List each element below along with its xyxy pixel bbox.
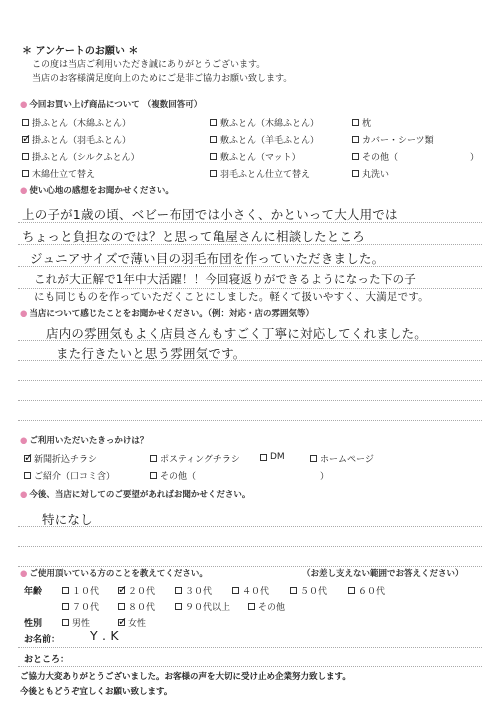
q4-option[interactable]: DM [260, 452, 285, 462]
checkbox-icon[interactable] [62, 603, 69, 610]
checkbox-icon[interactable] [352, 119, 359, 126]
bullet-icon: ● [20, 309, 28, 319]
bullet-icon: ● [20, 186, 28, 196]
q1-option[interactable]: 掛ふとん（シルクふとん） [22, 150, 140, 163]
bullet-icon: ● [20, 436, 28, 446]
q4-option-other[interactable]: その他（ [150, 469, 196, 482]
q1-option-other[interactable]: その他（ [352, 150, 398, 163]
checkbox-icon[interactable] [310, 455, 317, 462]
gender-label: 性別 [24, 619, 43, 629]
q5-answer: 特になし [42, 512, 93, 527]
q5-heading: ● 今後、当店に対してのご要望があればお聞かせください。 [20, 490, 251, 500]
q2-heading: ● 使い心地の感想をお聞かせください。 [20, 186, 174, 196]
age-option[interactable]: その他 [248, 600, 285, 613]
survey-title: ＊ アンケートのお願い ＊ [22, 46, 139, 57]
checkbox-icon[interactable] [22, 119, 29, 126]
q1-option[interactable]: 枕 [352, 116, 371, 129]
q1-option[interactable]: 丸洗い [352, 167, 389, 180]
q4-option[interactable]: ご紹介（口コミ含） [24, 469, 115, 482]
checked-checkbox-icon[interactable] [118, 587, 125, 594]
q2-answer-line: これが大正解で1年中大活躍！！今回寝返りができるようになった下の子 [34, 272, 416, 286]
answer-rule [18, 420, 482, 421]
checkbox-icon[interactable] [62, 619, 69, 626]
checkbox-icon[interactable] [150, 472, 157, 479]
bullet-icon: ● [20, 490, 28, 500]
q2-answer-line: にも同じものを作っていただくことにしました。軽くて扱いやすく、大満足です。 [34, 291, 429, 303]
age-option[interactable]: ９０代以上 [175, 600, 230, 613]
q2-answer-line: ジュニアサイズで薄い目の羽毛布団を作っていただきました。 [30, 251, 385, 266]
checkbox-icon[interactable] [352, 170, 359, 177]
q1-option[interactable]: 敷ふとん（マット） [210, 150, 301, 163]
checkbox-icon[interactable] [290, 587, 297, 594]
gender-option[interactable]: 男性 [62, 616, 90, 629]
age-option[interactable]: ５０代 [290, 584, 327, 597]
footer-line-1: ご協力大変ありがとうございました。お客様の声を大切に受け止め企業努力致します。 [20, 672, 351, 682]
checkbox-icon[interactable] [210, 153, 217, 160]
age-option[interactable]: ７０代 [62, 600, 99, 613]
checkbox-icon[interactable] [260, 454, 267, 461]
age-label: 年齢 [24, 587, 43, 597]
q1-option[interactable]: 羽毛ふとん仕立て替え [210, 167, 310, 180]
q1-option[interactable]: カバー・シーツ類 [352, 133, 434, 146]
checkbox-icon[interactable] [348, 587, 355, 594]
q6-note: （お差し支えない範囲でお答えください） [302, 569, 464, 579]
age-option[interactable]: ４０代 [232, 584, 269, 597]
checkbox-icon[interactable] [248, 603, 255, 610]
q2-answer-line: ちょっと負担なのでは？と思って亀屋さんに相談したところ [22, 229, 365, 244]
checkbox-icon[interactable] [210, 136, 217, 143]
q2-answer-line: 上の子が1歳の頃、ベビー布団では小さく、かといって大人用では [22, 207, 398, 222]
answer-rule [18, 666, 482, 667]
checkbox-icon[interactable] [22, 153, 29, 160]
age-option[interactable]: ✓ ２０代 [118, 584, 155, 597]
checkbox-icon[interactable] [210, 119, 217, 126]
answer-rule [18, 380, 482, 381]
q1-option[interactable]: 木綿仕立て替え [22, 167, 95, 180]
age-option[interactable]: １０代 [62, 584, 99, 597]
q1-option[interactable]: 敷ふとん（木綿ふとん） [210, 116, 319, 129]
name-label: お名前： [24, 635, 61, 645]
answer-rule [18, 546, 482, 547]
checked-checkbox-icon[interactable] [24, 455, 31, 462]
name-value: Y . K [90, 628, 119, 643]
checkbox-icon[interactable] [150, 455, 157, 462]
q3-answer-line: また行きたいと思う雰囲気です。 [56, 346, 246, 361]
bullet-icon: ● [20, 100, 28, 110]
checked-checkbox-icon[interactable] [22, 136, 29, 143]
checkbox-icon[interactable] [24, 472, 31, 479]
checkbox-icon[interactable] [352, 136, 359, 143]
bullet-icon: ● [20, 569, 28, 579]
q1-option[interactable]: ✓ 掛ふとん（羽毛ふとん） [22, 133, 131, 146]
age-option[interactable]: ６０代 [348, 584, 385, 597]
gender-option[interactable]: ✓ 女性 [118, 616, 146, 629]
checkbox-icon[interactable] [232, 587, 239, 594]
answer-rule [18, 400, 482, 401]
age-option[interactable]: ８０代 [118, 600, 155, 613]
answer-rule [18, 647, 482, 648]
q4-option[interactable]: ポスティングチラシ [150, 452, 240, 465]
checkbox-icon[interactable] [118, 603, 125, 610]
q1-heading: ● 今回お買い上げ商品について （複数回答可） [20, 100, 203, 110]
q4-option[interactable]: ホームページ [310, 452, 374, 465]
checkbox-icon[interactable] [175, 587, 182, 594]
q4-option[interactable]: ✓ 新聞折込チラシ [24, 452, 97, 465]
q3-answer-line: 店内の雰囲気もよく店員さんもすごく丁寧に対応してくれました。 [46, 326, 428, 341]
address-label: おところ： [24, 655, 70, 665]
checkbox-icon[interactable] [175, 603, 182, 610]
age-option[interactable]: ３０代 [175, 584, 212, 597]
checkbox-icon[interactable] [352, 153, 359, 160]
checkbox-icon[interactable] [22, 170, 29, 177]
q1-option[interactable]: 掛ふとん（木綿ふとん） [22, 116, 131, 129]
q1-option[interactable]: 敷ふとん（羊毛ふとん） [210, 133, 319, 146]
intro-line-1: この度は当店ご利用いただき誠にありがとうございます。 [32, 60, 266, 70]
checked-checkbox-icon[interactable] [118, 619, 125, 626]
q4-other-close: ） [320, 472, 330, 482]
checkbox-icon[interactable] [62, 587, 69, 594]
q3-heading: ● 当店について感じたことをお聞かせください。（例：対応・店の雰囲気等） [20, 309, 315, 319]
q4-heading: ● ご利用いただいたきっかけは？ [20, 436, 149, 446]
footer-line-2: 今後ともどうぞ宜しくお願い致します。 [20, 687, 173, 697]
q1-other-close: ） [470, 153, 480, 163]
q6-heading: ● ご使用頂いている方のことを教えてください。 [20, 569, 208, 579]
intro-line-2: 当店のお客様満足度向上のためにご是非ご協力お願い致します。 [32, 74, 293, 84]
checkbox-icon[interactable] [210, 170, 217, 177]
